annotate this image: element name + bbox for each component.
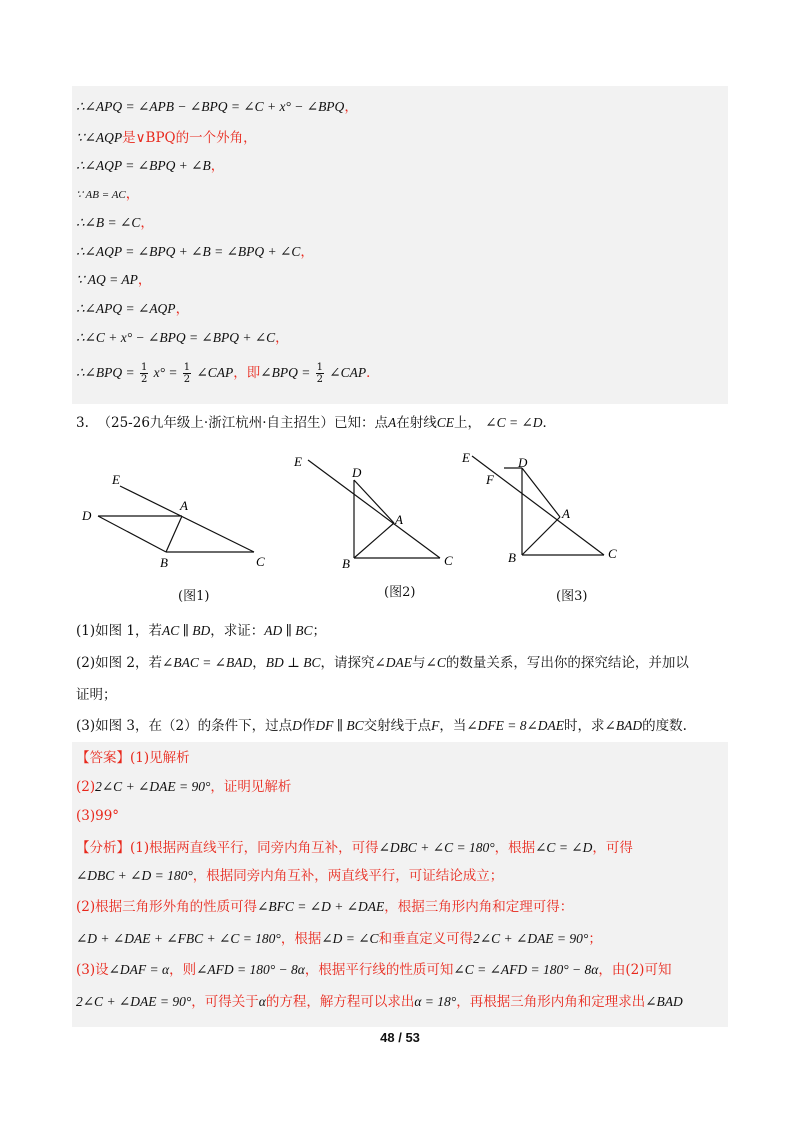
proof-line-4: ∵ AB = AC， <box>76 186 140 202</box>
proof-line-1: ∴∠APQ = ∠APB − ∠BPQ = ∠C + x° − ∠BPQ， <box>76 99 358 115</box>
label-E: E <box>112 472 120 487</box>
label-C: C <box>256 554 265 569</box>
label-A: A <box>180 498 188 513</box>
figure-1 <box>76 470 276 580</box>
analysis-1: 【分析】(1)根据两直线平行，同旁内角互补，可得∠DBC + ∠C = 180°，根据∠C = ∠D，可得 <box>76 840 633 856</box>
svg-text:C: C <box>444 553 453 568</box>
svg-text:D: D <box>352 465 362 480</box>
svg-text:C: C <box>608 546 617 561</box>
svg-text:B: B <box>508 550 516 565</box>
svg-text:F: F <box>486 472 494 487</box>
label-B: B <box>160 555 168 570</box>
figure-2-caption: (图2) <box>384 585 416 600</box>
svg-text:B: B <box>342 556 350 571</box>
figure-1-caption: (图1) <box>178 589 210 604</box>
proof-line-3: ∴∠AQP = ∠BPQ + ∠B， <box>76 158 225 174</box>
svg-text:E: E <box>294 454 302 469</box>
fraction-half: $\frac{1}{2}$ <box>183 362 191 385</box>
label-D: D <box>82 508 92 523</box>
answer-2: (2)2∠C + ∠DAE = 90°，证明见解析 <box>76 779 292 795</box>
svg-text:D: D <box>518 455 528 470</box>
part-3: (3)如图 3，在（2）的条件下，过点D作DF ∥ BC交射线于点F，当∠DFE = 8∠DAE时，求∠BAD的度数. <box>76 718 687 734</box>
svg-text:A: A <box>395 512 403 527</box>
proof-line-7: ∵ AQ = AP， <box>76 272 152 288</box>
fraction-half: $\frac{1}{2}$ <box>140 362 148 385</box>
analysis-5: (3)设∠DAF = α，则∠AFD = 180° − 8α，根据平行线的性质可知∠C = ∠AFD = 180° − 8α，由(2)可知 <box>76 962 672 978</box>
analysis-3: (2)根据三角形外角的性质可得∠BFC = ∠D + ∠DAE，根据三角形内角和定理可得： <box>76 899 574 915</box>
analysis-2: ∠DBC + ∠D = 180°，根据同旁内角互补，两直线平行，可证结论成立； <box>76 868 504 884</box>
answer-1: 【答案】(1)见解析 <box>76 750 190 766</box>
proof-line-6: ∴∠AQP = ∠BPQ + ∠B = ∠BPQ + ∠C， <box>76 244 314 260</box>
part-1: (1)如图 1，若AC ∥ BD，求证：AD ∥ BC； <box>76 623 326 639</box>
proof-line-5: ∴∠B = ∠C， <box>76 215 154 231</box>
proof-line-2: ∵∠AQP是∨BPQ的一个外角， <box>76 130 257 146</box>
part-2: (2)如图 2，若∠BAC = ∠BAD，BD ⊥ BC，请探究∠DAE与∠C的数量关系，写出你的探究结论，并加以 <box>76 655 689 671</box>
figure-3 <box>458 446 638 571</box>
proof-line-10: ∴∠BPQ = $\frac{1}{2}$ x° = $\frac{1}{2}$ ∠CAP，即∠BPQ = $\frac{1}{2}$ ∠CAP． <box>76 362 380 385</box>
proof-line-9: ∴∠C + x° − ∠BPQ = ∠BPQ + ∠C， <box>76 330 289 346</box>
page-number: 48 / 53 <box>380 1030 420 1045</box>
proof-line-8: ∴∠APQ = ∠AQP， <box>76 301 190 317</box>
svg-text:E: E <box>462 450 470 465</box>
figure-2 <box>290 450 470 575</box>
fraction-half: $\frac{1}{2}$ <box>316 362 323 385</box>
answer-3: (3)99° <box>76 808 120 824</box>
analysis-4: ∠D + ∠DAE + ∠FBC + ∠C = 180°，根据∠D = ∠C和垂直定义可得2∠C + ∠DAE = 90°； <box>76 931 602 947</box>
figure-3-caption: (图3) <box>556 589 588 604</box>
part-2-cont: 证明； <box>76 687 117 703</box>
analysis-6: 2∠C + ∠DAE = 90°，可得关于α的方程，解方程可以求出α = 18°，再根据三角形内角和定理求出∠BAD <box>76 994 683 1010</box>
svg-text:A: A <box>562 506 570 521</box>
question-stem: 3. （25-26九年级上·浙江杭州·自主招生）已知：点A在射线CE上， ∠C = ∠D． <box>76 415 557 431</box>
